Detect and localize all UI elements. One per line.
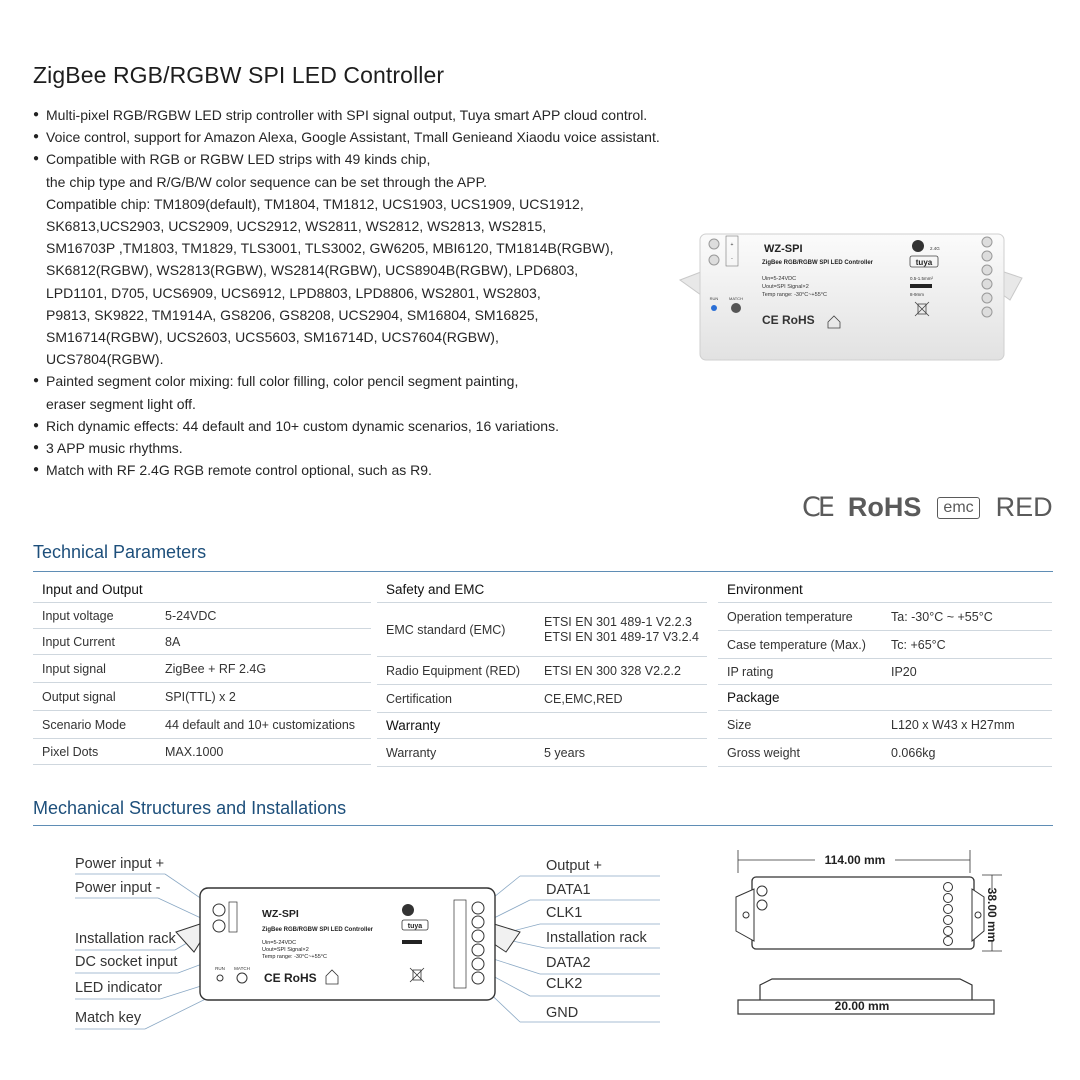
dim-length: 114.00 mm (824, 853, 886, 867)
feature-line: ● Multi-pixel RGB/RGBW LED strip controller with SPI signal output, Tuya smart APP cloud control. (46, 107, 648, 123)
label-gnd: GND (546, 1005, 579, 1021)
ce-mark: CE (802, 492, 832, 523)
feature-line: SM16703P ,TM1803, TM1829, TLS3001, TLS3002, GW6205, MBI6120, TM1814B(RGBW), (46, 240, 614, 257)
svg-text:Temp range: -30°C~+55°C: Temp range: -30°C~+55°C (262, 954, 327, 960)
table-heading: Input and Output (42, 582, 143, 597)
label-led-indicator: LED indicator (75, 980, 163, 996)
label-power-input-minus: Power input - (75, 880, 161, 896)
feature-line: ● Painted segment color mixing: full color filling, color pencil segment painting, (46, 373, 519, 390)
run-led-icon (711, 305, 717, 311)
label-installation-rack-left: Installation rack (75, 931, 176, 947)
feature-item (33, 415, 693, 437)
tech-section-title: Technical Parameters (33, 542, 207, 562)
label-data1: DATA1 (546, 882, 591, 898)
mechanical-diagram (0, 840, 680, 1040)
svg-text:CE RoHS: CE RoHS (264, 971, 317, 985)
page-title: ZigBee RGB/RGBW SPI LED Controller (33, 62, 445, 88)
svg-text:RUN: RUN (709, 296, 719, 301)
label-clk2: CLK2 (546, 976, 583, 992)
feature-line: UCS7804(RGBW). (46, 351, 164, 368)
dim-height: 20.00 mm (834, 999, 890, 1013)
feature-list (33, 104, 693, 481)
feature-item (33, 126, 693, 148)
svg-text:MATCH: MATCH (729, 296, 743, 301)
svg-text:0.5-1.5mm²: 0.5-1.5mm² (910, 276, 934, 281)
svg-text:2.4G: 2.4G (930, 246, 940, 251)
svg-text:MATCH: MATCH (234, 966, 250, 971)
feature-line: ● Voice control, support for Amazon Alexa, Google Assistant, Tmall Genieand Xiaodu voice assistant. (46, 129, 660, 146)
svg-text:Uin=5-24VDC: Uin=5-24VDC (262, 940, 297, 946)
svg-text:tuya: tuya (915, 258, 933, 267)
svg-text:ZigBee RGB/RGBW SPI LED Contro: ZigBee RGB/RGBW SPI LED Controller (262, 927, 374, 933)
device-model: WZ-SPI (764, 243, 803, 255)
device-spec-1: Uin=5-24VDC (762, 276, 797, 282)
feature-item (33, 148, 693, 370)
svg-text:-: - (731, 256, 733, 262)
table-environment: Environment Operation temperature Ta: -30°C ~ +55°C Case temperature (Max.) Tc: +65°C IP rating IP20 Package Size L120 x W43 x H27mm Gross weight 0.066kg (718, 577, 1052, 767)
table-safety-emc: Safety and EMC EMC standard (EMC) ETSI EN 301 489-1 V2.2.3 ETSI EN 301 489-17 V3.2.4 Radio Equipment (RED) ETSI EN 300 328 V2.2.2 Certification CE,EMC,RED Warranty Warranty 5 years (377, 577, 707, 767)
label-installation-rack-right: Installation rack (546, 930, 647, 946)
feature-line: SK6812(RGBW), WS2813(RGBW), WS2814(RGBW), UCS8904B(RGBW), LPD6803, (46, 262, 579, 279)
feature-line: ● Match with RF 2.4G RGB remote control optional, such as R9. (46, 462, 432, 479)
label-clk1: CLK1 (546, 905, 583, 921)
feature-line: LPD1101, D705, UCS6909, UCS6912, LPD8803, LPD8806, WS2801, WS2803, (46, 284, 541, 301)
feature-line: SM16714(RGBW), UCS2603, UCS5603, SM16714D, UCS7604(RGBW), (46, 329, 499, 346)
svg-text:+: + (730, 242, 734, 248)
product-photo (678, 230, 1024, 362)
feature-item (33, 437, 693, 459)
device-spec-3: Temp range: -30°C~+55°C (762, 292, 827, 298)
svg-text:8-9mm: 8-9mm (910, 292, 925, 297)
dim-width: 38.00 mm (985, 887, 999, 943)
feature-line: ● Rich dynamic effects: 44 default and 10+ custom dynamic scenarios, 16 variations. (46, 417, 559, 434)
device-spec-2: Uout=SPI Signal×2 (762, 284, 809, 290)
feature-item (33, 459, 693, 481)
dimension-drawing (720, 845, 1040, 1045)
feature-line: P9813, SK9822, TM1914A, GS8206, GS8208, UCS2904, SM16804, SM16825, (46, 306, 539, 323)
feature-line: Compatible chip: TM1809(default), TM1804, TM1812, UCS1903, UCS1909, UCS1912, (46, 195, 584, 212)
emc-mark: emc (937, 497, 979, 519)
label-output-plus: Output + (546, 858, 603, 874)
svg-text:Uout=SPI Signal×2: Uout=SPI Signal×2 (262, 947, 309, 953)
feature-item (33, 104, 693, 126)
rohs-mark: RoHS (847, 492, 922, 522)
red-mark: RED (995, 492, 1053, 522)
svg-text:WZ-SPI: WZ-SPI (262, 908, 299, 920)
feature-line: ● 3 APP music rhythms. (46, 440, 183, 457)
device-subtitle: ZigBee RGB/RGBW SPI LED Controller (762, 260, 874, 266)
mech-section-title: Mechanical Structures and Installations (33, 798, 347, 818)
feature-line: the chip type and R/G/B/W color sequence can be set through the APP. (46, 173, 488, 190)
label-data2: DATA2 (546, 955, 591, 971)
match-button-icon (731, 303, 741, 313)
table-input-output: Input and Output Input voltage 5-24VDC Input Current 8A Input signal ZigBee + RF 2.4G Output signal SPI(TTL) x 2 Scenario Mode 44 default and 10+ customizations Pixel Dots MAX.1000 (33, 577, 371, 765)
label-power-input-plus: Power input + (75, 856, 165, 872)
feature-line: ● Compatible with RGB or RGBW LED strips with 49 kinds chip, (46, 151, 431, 168)
svg-text:tuya: tuya (407, 923, 423, 930)
label-dc-socket: DC socket input (75, 954, 178, 970)
feature-line: SK6813,UCS2903, UCS2909, UCS2912, WS2811, WS2812, WS2813, WS2815, (46, 218, 547, 235)
device-marks: CE RoHS (762, 313, 815, 327)
svg-text:RUN: RUN (215, 966, 225, 971)
label-match-key: Match key (75, 1010, 142, 1026)
feature-item (33, 370, 693, 414)
feature-line: eraser segment light off. (46, 395, 196, 412)
tech-section-rule (33, 571, 1053, 572)
mech-section-rule (33, 825, 1053, 826)
certification-row (802, 492, 1053, 523)
